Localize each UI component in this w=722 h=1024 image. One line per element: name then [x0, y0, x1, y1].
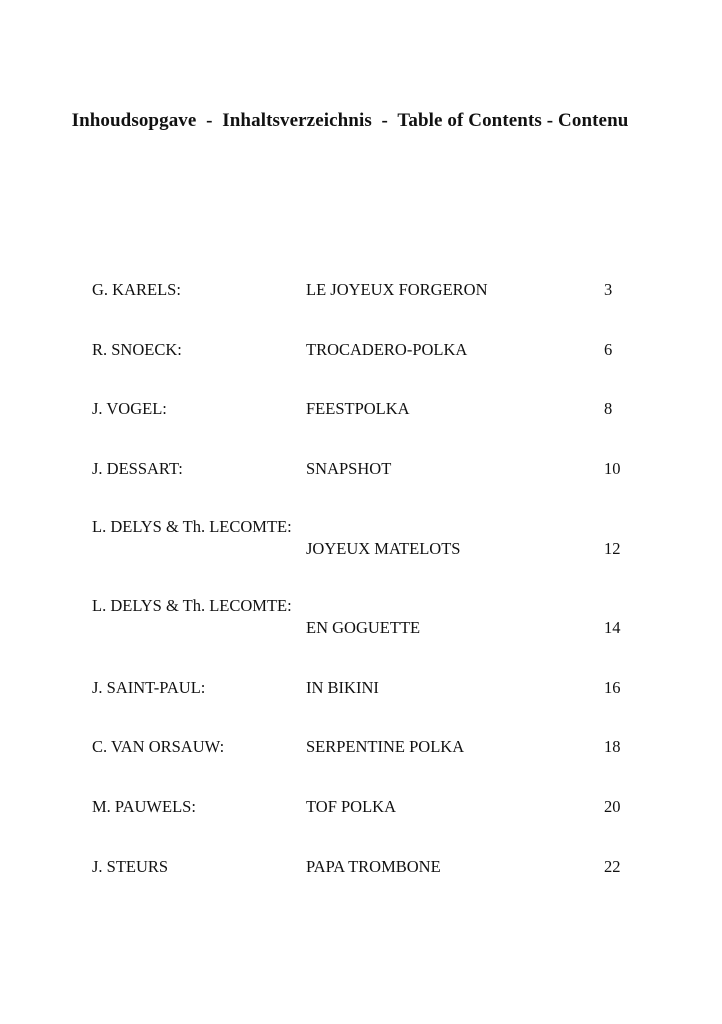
work-title: IN BIKINI: [306, 678, 379, 697]
composer-name: J. SAINT-PAUL:: [92, 678, 206, 697]
work-title: PAPA TROMBONE: [306, 857, 441, 876]
page-number: 8: [604, 399, 613, 418]
work-title: FEESTPOLKA: [306, 399, 410, 418]
composer-name: J. VOGEL:: [92, 399, 167, 418]
work-title: JOYEUX MATELOTS: [306, 539, 461, 558]
page-number: 6: [604, 340, 613, 359]
work-title: LE JOYEUX FORGERON: [306, 280, 488, 299]
page-number: 14: [604, 618, 621, 637]
composer-name: C. VAN ORSAUW:: [92, 737, 225, 756]
work-title: EN GOGUETTE: [306, 618, 421, 637]
work-title: SNAPSHOT: [306, 459, 392, 478]
page-title: Inhoudsopgave - Inhaltsverzeichnis - Table of Contents - Contenu: [71, 110, 629, 131]
composer-name: R. SNOECK:: [92, 340, 182, 359]
page-number: 18: [604, 737, 621, 756]
page-number: 22: [604, 857, 621, 876]
work-title: TROCADERO-POLKA: [306, 340, 468, 359]
page-number: 12: [604, 539, 621, 558]
composer-name: L. DELYS & Th. LECOMTE:: [92, 596, 292, 615]
page-number: 20: [604, 797, 621, 816]
composer-name: J. DESSART:: [92, 459, 183, 478]
composer-name: J. STEURS: [92, 857, 169, 876]
work-title: TOF POLKA: [306, 797, 397, 816]
page-number: 10: [604, 459, 621, 478]
work-title: SERPENTINE POLKA: [306, 737, 465, 756]
page-number: 16: [604, 678, 621, 697]
composer-name: G. KARELS:: [92, 280, 181, 299]
composer-name: M. PAUWELS:: [92, 797, 196, 816]
composer-name: L. DELYS & Th. LECOMTE:: [92, 517, 292, 536]
page-number: 3: [604, 280, 613, 299]
